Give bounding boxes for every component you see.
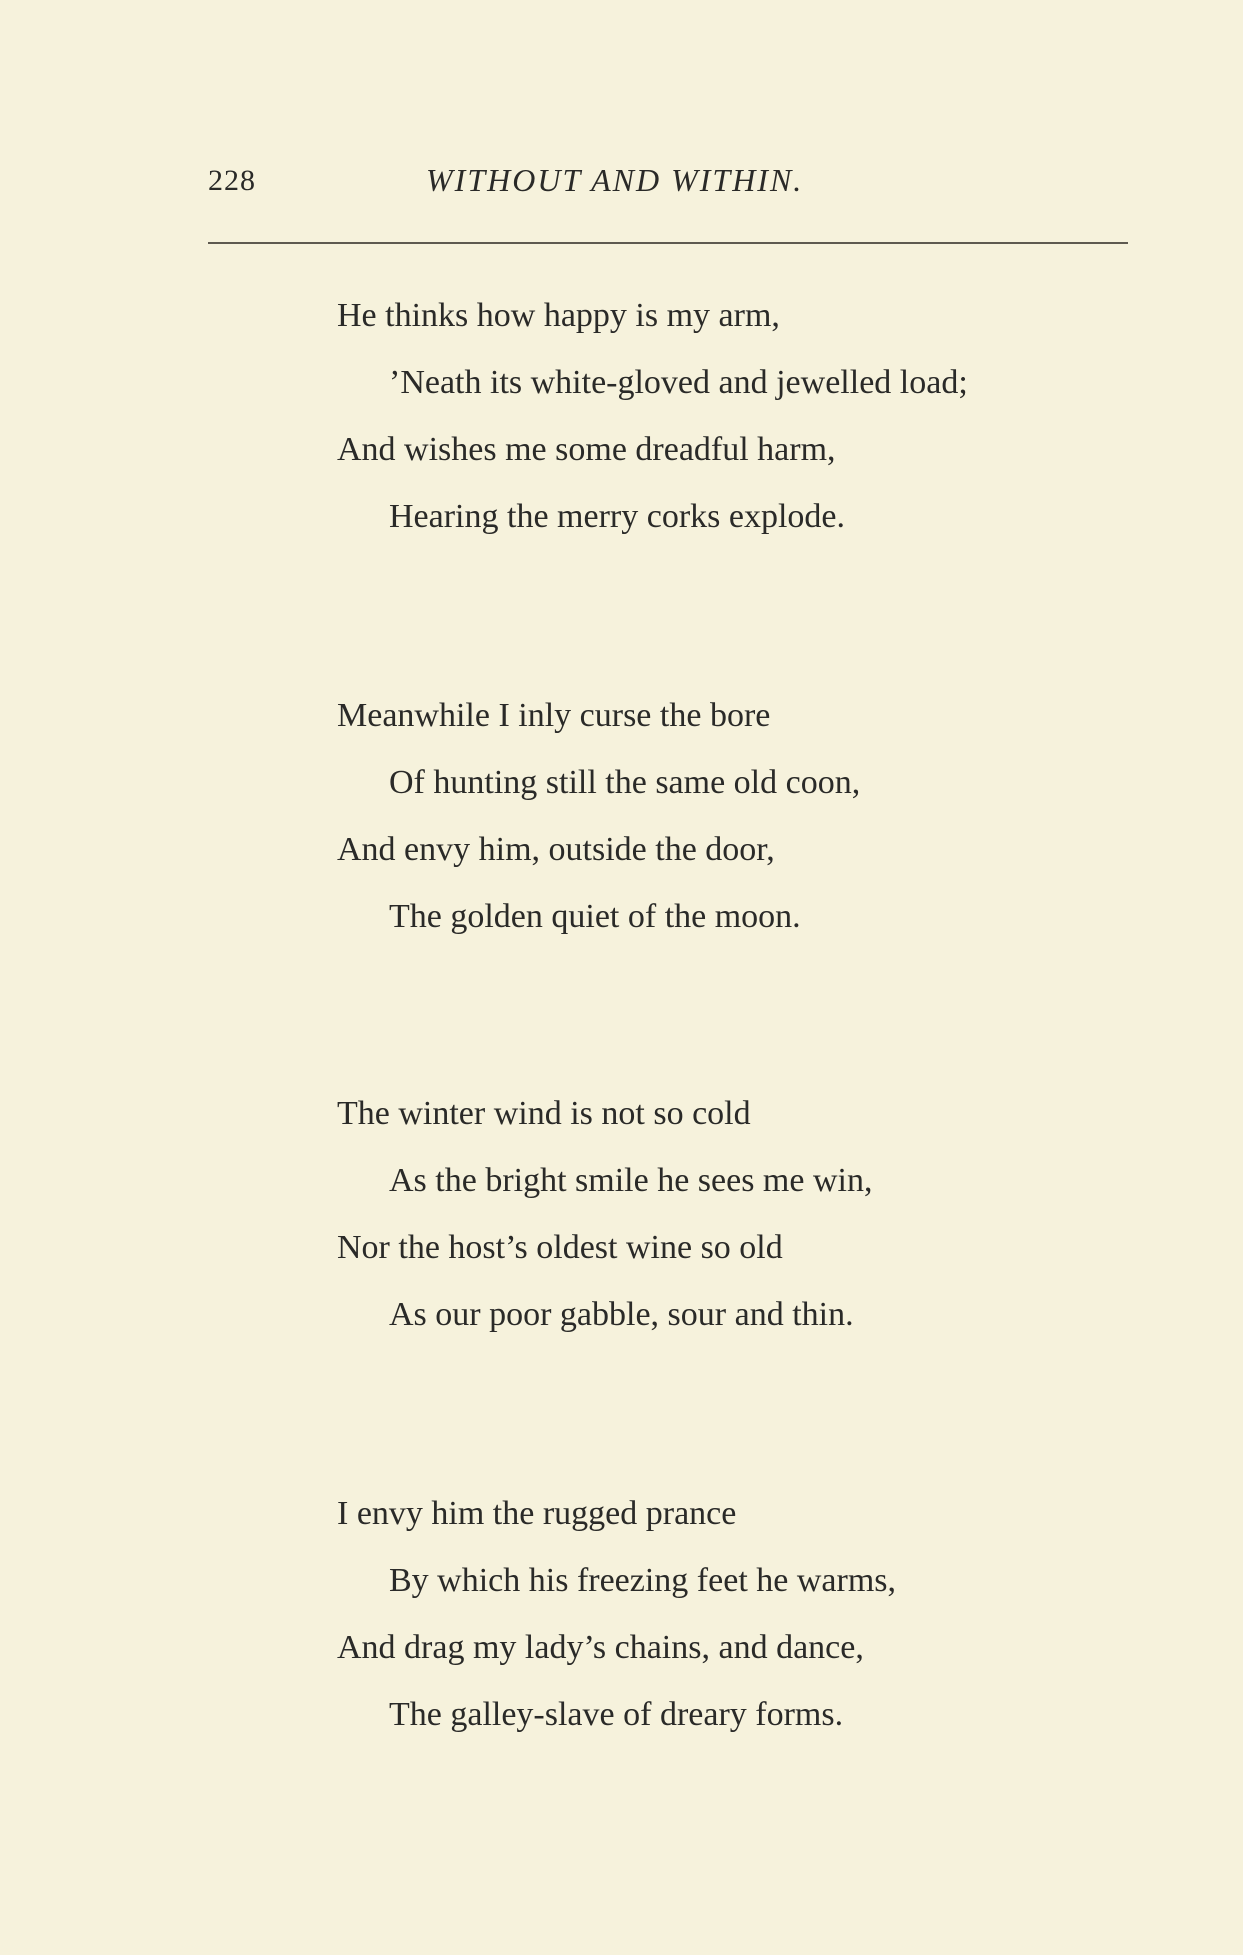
poem-line: He thinks how happy is my arm,: [337, 297, 780, 334]
poem-line: Hearing the merry corks explode.: [389, 498, 845, 535]
stanza-3: [337, 1080, 1157, 1348]
page-header: [208, 158, 1128, 208]
poem-line: The golden quiet of the moon.: [389, 898, 801, 935]
stanza-2: [337, 682, 1157, 950]
poem-line: I envy him the rugged prance: [337, 1495, 737, 1532]
poem-line: As our poor gabble, sour and thin.: [389, 1296, 854, 1333]
page-number: 228: [208, 164, 256, 197]
poem-line: By which his freezing feet he warms,: [389, 1562, 896, 1599]
poem-line: The galley-slave of dreary forms.: [389, 1696, 844, 1733]
header-rule: [208, 242, 1128, 244]
running-title: WITHOUT AND WITHIN.: [426, 162, 804, 198]
stanza-1: [337, 282, 1157, 550]
poem-line: And drag my lady’s chains, and dance,: [337, 1629, 864, 1666]
poem-line: And envy him, outside the door,: [337, 831, 775, 868]
poem-line: As the bright smile he sees me win,: [389, 1162, 873, 1199]
stanza-4: [337, 1480, 1157, 1748]
poem-line: And wishes me some dreadful harm,: [337, 431, 836, 468]
poem-line: Nor the host’s oldest wine so old: [337, 1229, 783, 1266]
poem-line: ’Neath its white-gloved and jewelled load;: [389, 364, 968, 401]
poem-line: The winter wind is not so cold: [337, 1095, 751, 1132]
poem-line: Of hunting still the same old coon,: [389, 764, 861, 801]
poem-line: Meanwhile I inly curse the bore: [337, 697, 771, 734]
